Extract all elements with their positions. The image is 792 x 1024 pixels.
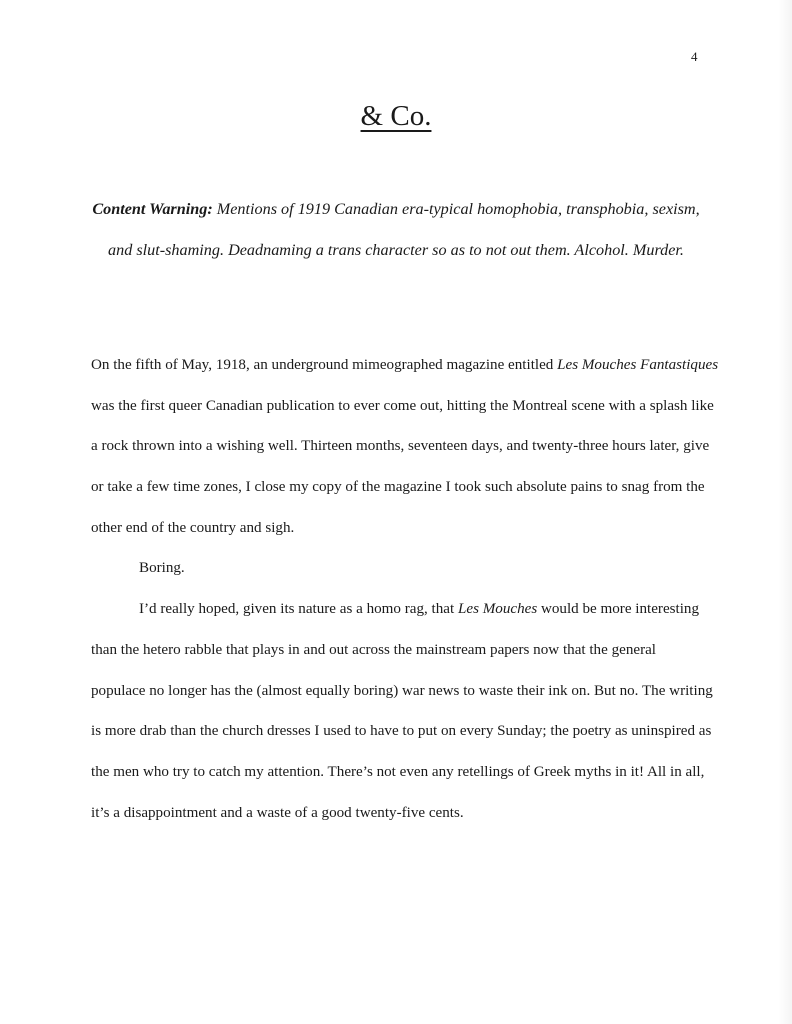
text-run: would be more interesting bbox=[537, 601, 700, 618]
body-text bbox=[91, 345, 719, 833]
paragraph-1-line-3: a rock thrown into a wishing well. Thirteen months, seventeen days, and twenty-three hours later, give bbox=[91, 438, 710, 455]
paragraph-3-line-6: it’s a disappointment and a waste of a good twenty-five cents. bbox=[91, 804, 464, 821]
chapter-title-text: & Co. bbox=[360, 100, 432, 132]
content-warning bbox=[80, 189, 712, 270]
paragraph-3-line-4: is more drab than the church dresses I used to have to put on every Sunday; the poetry as uninspired as bbox=[91, 723, 712, 740]
page-number: 4 bbox=[691, 49, 698, 64]
paragraph-1-line-2: was the first queer Canadian publication to ever come out, hitting the Montreal scene with a splash like bbox=[91, 397, 714, 414]
paragraph-3-line-3: populace no longer has the (almost equally boring) war news to waste their ink on. But no. The writing bbox=[91, 682, 713, 699]
chapter-title bbox=[0, 96, 792, 136]
text-run: I’d really hoped, given its nature as a homo rag, that bbox=[139, 601, 458, 618]
paragraph-1-line-1 bbox=[91, 345, 719, 386]
magazine-title: Les Mouches Fantastiques bbox=[557, 357, 719, 373]
paragraph-1-line-4: or take a few time zones, I close my copy of the magazine I took such absolute pains to snag from the bbox=[91, 479, 705, 496]
paragraph-3-line-2: than the hetero rabble that plays in and out across the mainstream papers now that the general bbox=[91, 641, 656, 658]
paragraph-3-line-5: the men who try to catch my attention. There’s not even any retellings of Greek myths in it! All in all, bbox=[91, 763, 705, 780]
magazine-short-title: Les Mouches bbox=[457, 601, 538, 618]
content-warning-label: Content Warning: bbox=[92, 200, 213, 218]
paragraph-2: Boring. bbox=[139, 560, 185, 577]
content-warning-text-1: Mentions of 1919 Canadian era-typical homophobia, transphobia, sexism, bbox=[212, 200, 700, 218]
page-edge-shadow bbox=[778, 0, 792, 1024]
paragraph-3-line-1 bbox=[91, 589, 707, 630]
content-warning-text-2: and slut-shaming. Deadnaming a trans character so as to not out them. Alcohol. Murder. bbox=[108, 240, 684, 259]
text-run: On the fifth of May, 1918, an underground mimeographed magazine entitled bbox=[91, 357, 558, 373]
paragraph-1-line-5: other end of the country and sigh. bbox=[91, 519, 295, 536]
